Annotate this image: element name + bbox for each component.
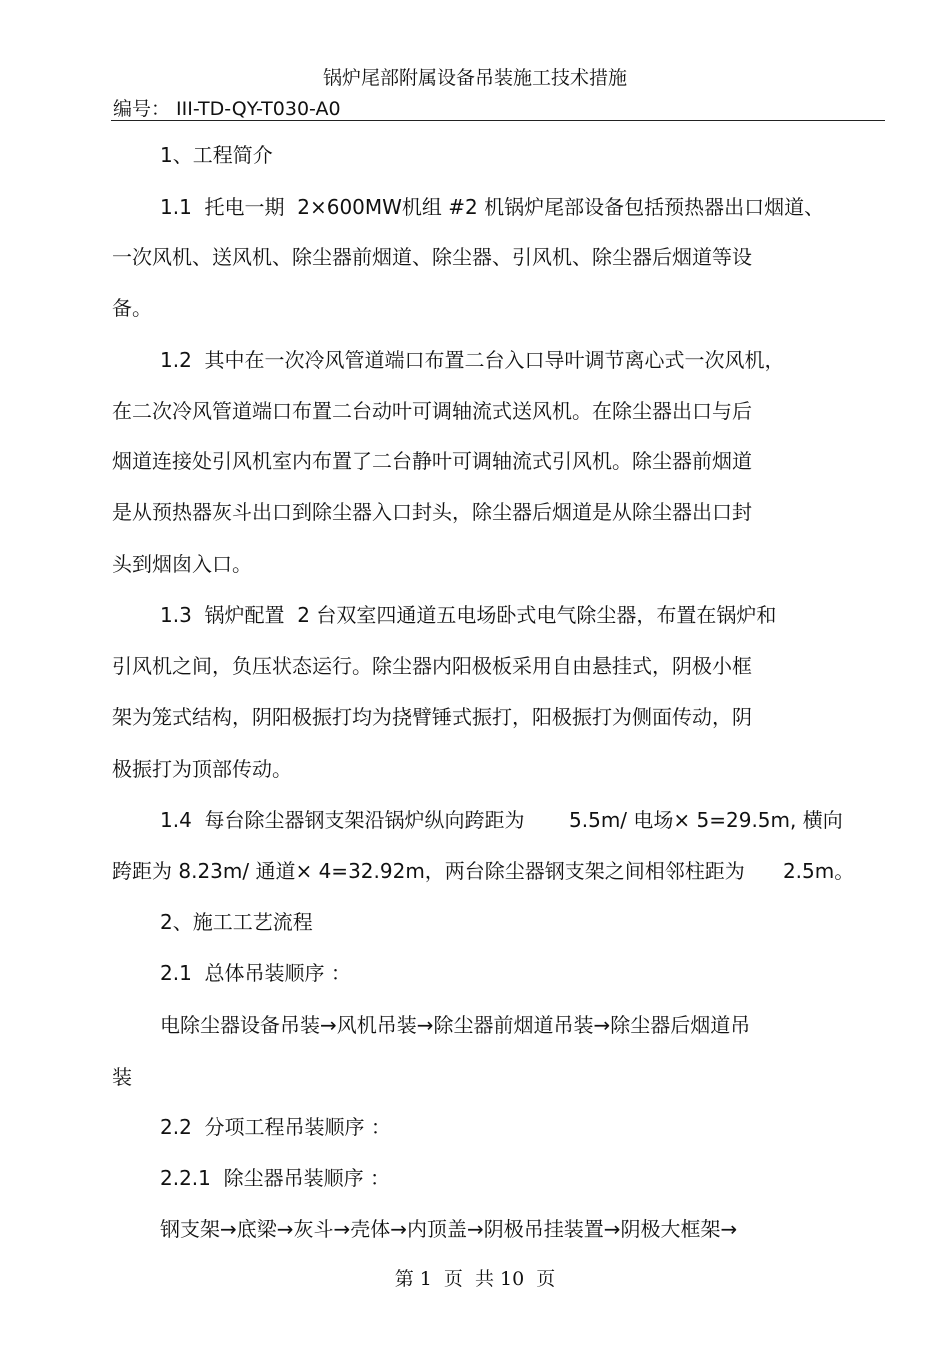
- paragraph-line: 电除尘器设备吊装→风机吊装→除尘器前烟道吊装→除尘器后烟道吊: [160, 1013, 751, 1037]
- subsection-heading: 2.2 分项工程吊装顺序 ：: [160, 1115, 391, 1139]
- paragraph-line: 架为笼式结构，阴阳极振打均为挠臂锤式振打，阳极振打为侧面传动，阴: [112, 705, 752, 729]
- paragraph-line: 1.4 每台除尘器钢支架沿锅炉纵向跨距为 5.5m/ 电场× 5=29.5m, 横向: [160, 808, 843, 832]
- paragraph-line: 烟道连接处引风机室内布置了二台静叶可调轴流式引风机。除尘器前烟道: [112, 449, 752, 473]
- paragraph-line: 跨距为 8.23m/ 通道× 4=32.92m，两台除尘器钢支架之间相邻柱距为 2.5m。: [112, 859, 855, 883]
- paragraph-line: 头到烟囱入口。: [112, 552, 252, 576]
- header-divider: [111, 120, 885, 121]
- paragraph-line: 在二次冷风管道端口布置二台动叶可调轴流式送风机。在除尘器出口与后: [112, 399, 752, 423]
- section-heading: 2、施工工艺流程: [160, 910, 313, 934]
- paragraph-line: 装: [112, 1065, 132, 1089]
- document-title: 锅炉尾部附属设备吊装施工技术措施: [322, 67, 627, 89]
- section-heading: 1、工程简介: [160, 143, 273, 167]
- subsection-heading: 2.2.1 除尘器吊装顺序 ：: [160, 1166, 390, 1190]
- paragraph-line: 钢支架→底梁→灰斗→壳体→内顶盖→阴极吊挂装置→阴极大框架→: [160, 1217, 738, 1241]
- document-code: 编号： III-TD-QY-T030-A0: [113, 98, 341, 120]
- paragraph-line: 是从预热器灰斗出口到除尘器入口封头，除尘器后烟道是从除尘器出口封: [112, 500, 752, 524]
- paragraph-line: 备。: [112, 296, 152, 320]
- paragraph-line: 1.3 锅炉配置 2 台双室四通道五电场卧式电气除尘器，布置在锅炉和: [160, 603, 777, 627]
- paragraph-line: 极振打为顶部传动。: [112, 757, 292, 781]
- paragraph-line: 引风机之间，负压状态运行。除尘器内阳极板采用自由悬挂式，阴极小框: [112, 654, 752, 678]
- paragraph-line: 1.2 其中在一次冷风管道端口布置二台入口导叶调节离心式一次风机，: [160, 348, 785, 372]
- paragraph-line: 1.1 托电一期 2×600MW机组 #2 机锅炉尾部设备包括预热器出口烟道、: [160, 195, 825, 219]
- subsection-heading: 2.1 总体吊装顺序 ：: [160, 961, 351, 985]
- page-number: 第 1 页 共 10 页: [394, 1268, 556, 1290]
- paragraph-line: 一次风机、送风机、除尘器前烟道、除尘器、引风机、除尘器后烟道等设: [112, 245, 752, 269]
